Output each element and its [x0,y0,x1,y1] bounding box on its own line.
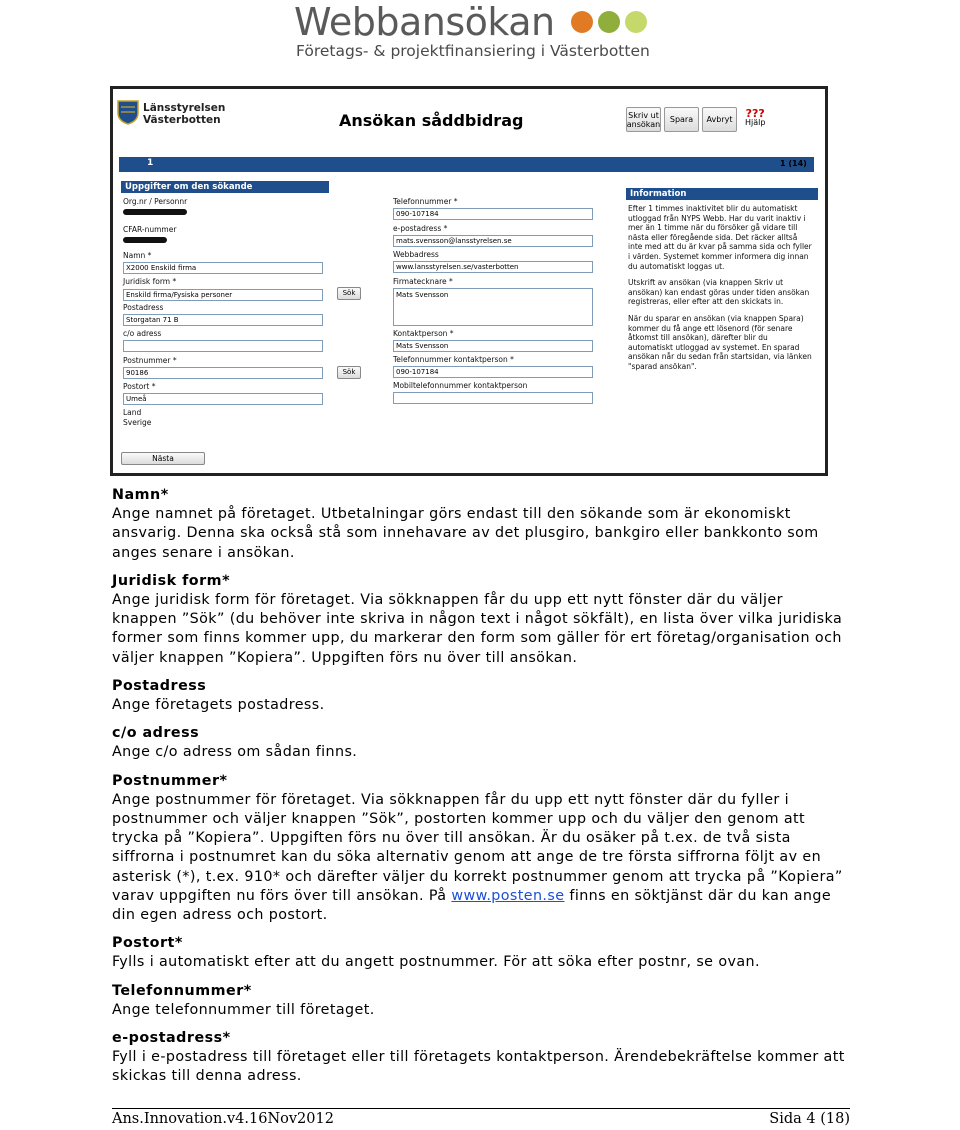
posten-link[interactable]: www.posten.se [451,887,565,904]
section-heading: Juridisk form* [112,572,231,589]
city-label: Postort * [123,382,156,391]
section-heading: c/o adress [112,725,200,742]
section-text: Ange namnet på företaget. Utbetalningar görs endast till den sökande som är ekonomiskt ansvarig. Denna ska också stå som innehavare av det plusgiro, bankgiro eller bankkonto som anges senare i ansökan. [112,506,819,561]
country-label: Land [123,408,142,417]
webbansokan-logo [294,0,674,70]
application-title: Ansökan såddbidrag [339,111,524,130]
section-heading: e-postadress* [112,1030,231,1047]
info-paragraph: Efter 1 timmes inaktivitet blir du automatiskt utloggad från NYPS Webb. Har du varit inaktiv i mer än 1 timme när du försöker gå vidare till nästa eller föregående sida. Det räcker alltså inte med att du är kvar på samma sida och fyller i värden. Systemet kommer informera dig innan du automatiskt loggas ut. [628,204,812,271]
name-label: Namn * [123,251,152,260]
legal-form-search-button[interactable]: Sök [337,287,361,300]
section-title: Uppgifter om den sökande [121,181,329,193]
postal-address-label: Postadress [123,303,164,312]
section-text: Fyll i e-postadress till företaget eller till företagets kontaktperson. Ärendebekräftelse kommer att skickas till denna adress. [112,1049,845,1085]
info-panel [628,204,813,379]
footer-page-number: Sida 4 (18) [769,1111,850,1127]
redacted-org-number [123,209,187,215]
mobile-label: Mobiltelefonnummer kontaktperson [393,381,528,390]
document-body [112,486,852,1096]
section-text: Fylls i automatiskt efter att du angett postnummer. För att söka efter postnr, se ovan. [112,954,760,971]
footer-document-id: Ans.Innovation.v4.16Nov2012 [112,1111,334,1127]
footer-divider [112,1108,850,1109]
section-text: Ange c/o adress om sådan finns. [112,744,358,761]
section-text-after-link: finns en söktjänst där du kan ange din egen adress och postort. [112,887,832,924]
city-field[interactable]: Umeå [123,393,323,405]
section-heading: Namn* [112,487,169,503]
save-button[interactable]: Spara [664,107,699,132]
section-text: Ange telefonnummer till företaget. [112,1001,375,1018]
section-heading: Postadress [112,677,207,694]
page-indicator: 1 (14) [780,159,807,168]
cancel-button[interactable]: Avbryt [702,107,737,132]
contact-phone-label: Telefonnummer kontaktperson * [393,355,514,364]
legal-form-field[interactable]: Enskild firma/Fysiska personer [123,289,323,301]
section-heading: Postort* [112,935,183,952]
section-text: Ange juridisk form för företaget. Via sökknappen får du upp ett nytt fönster där du väljer knappen ”Sök” (du behöver inte skriva in någon text i något sökfält), en lista över vilka juridiska former som finns kommer upp, du markerar den form som gäller för ert företag/organisation och väljer knappen ”Kopiera”. Uppgiften förs nu över till ansökan. [112,592,843,666]
help-icon: ??? [745,107,765,120]
section-text-with-link [112,791,852,925]
section-heading: Telefonnummer* [112,982,252,999]
info-title: Information [626,188,818,200]
application-screenshot [110,86,828,476]
county-crest-icon [117,99,139,125]
help-button[interactable] [745,109,765,127]
legal-form-label: Juridisk form * [123,277,177,286]
co-address-label: c/o adress [123,329,162,338]
signatory-field[interactable]: Mats Svensson [393,288,593,326]
email-label: e-postadress * [393,224,448,233]
logo-subtitle: Företags- & projektfinansiering i Västerbotten [296,42,650,60]
logo-title: Webbansökan [294,0,555,44]
phone-field[interactable]: 090-107184 [393,208,593,220]
name-field[interactable]: X2000 Enskild firma [123,262,323,274]
agency-name: Länsstyrelsen Västerbotten [143,102,226,126]
info-paragraph: När du sparar en ansökan (via knappen Spara) kommer du få ange ett lösenord (för senare åtkomst till ansökan), därefter blir du automatiskt utloggad av systemet. En sparad ansökan når du sedan från startsidan, via länken "sparad ansökan". [628,313,812,371]
org-label: Org.nr / Personnr [123,197,188,206]
logo-dot-green-icon [598,11,620,33]
zip-search-button[interactable]: Sök [337,366,361,379]
contact-phone-field[interactable]: 090-107184 [393,366,593,378]
section-heading: Postnummer* [112,772,228,789]
section-text: Ange företagets postadress. [112,697,325,714]
website-field[interactable]: www.lansstyrelsen.se/vasterbotten [393,261,593,273]
print-application-button[interactable]: Skriv ut ansökan [626,107,661,132]
website-label: Webbadress [393,250,439,259]
help-label: Hjälp [745,118,766,127]
mobile-field[interactable] [393,392,593,404]
logo-dot-orange-icon [571,11,593,33]
phone-label: Telefonnummer * [393,197,458,206]
contact-label: Kontaktperson * [393,329,454,338]
email-field[interactable]: mats.svensson@lansstyrelsen.se [393,235,593,247]
zip-field[interactable]: 90186 [123,367,323,379]
section-text: Ange postnummer för företaget. Via sökknappen får du upp ett nytt fönster där du fyller i postnummer och väljer knappen ”Sök”, postorten kommer upp och du väljer den genom att trycka på ”Kopiera”. Uppgiften förs nu över till ansökan. Är du osäker på t.ex. de två sista siffrorna i postnumret kan du söka alternativ genom att ange de tre första siffrorna följt av en asterisk (*), t.ex. 910* och därefter väljer du korrekt postnummer genom att trycka på ”Kopiera” varav uppgiften nu förs över till ansökan. På [112,791,843,904]
logo-dot-lime-icon [625,11,647,33]
tab-bar [119,157,814,172]
cfar-label: CFAR-nummer [123,225,177,234]
contact-field[interactable]: Mats Svensson [393,340,593,352]
redacted-cfar [123,237,167,243]
signatory-label: Firmatecknare * [393,277,453,286]
postal-address-field[interactable]: Storgatan 71 B [123,314,323,326]
co-address-field[interactable] [123,340,323,352]
next-button[interactable]: Nästa [121,452,205,465]
tab-1[interactable]: 1 [147,158,154,168]
zip-label: Postnummer * [123,356,177,365]
info-paragraph: Utskrift av ansökan (via knappen Skriv ut ansökan) kan endast göras under tiden ansökan registreras, eller efter att den skickats in. [628,278,810,307]
country-value: Sverige [123,418,152,427]
